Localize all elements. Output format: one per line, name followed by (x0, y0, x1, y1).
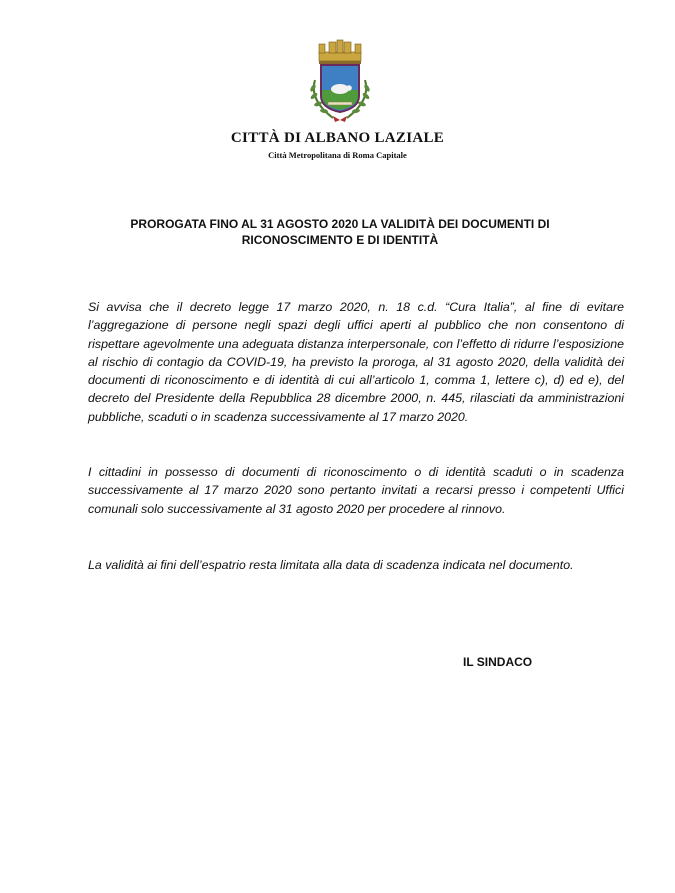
document-title: PROROGATA FINO AL 31 AGOSTO 2020 LA VALIDITÀ DEI DOCUMENTI DI RICONOSCIMENTO E DI IDENTITÀ (130, 217, 550, 247)
city-subtitle: Città Metropolitana di Roma Capitale (268, 150, 407, 160)
paragraph-decree-notice: Si avvisa che il decreto legge 17 marzo 2020, n. 18 c.d. “Cura Italia”, al fine di evitare l’aggregazione di persone negli spazi degli uffici aperti al pubblico che non consentono di rispettare agevolmente una adeguata distanza interpersonale, con l’effetto di ridurre l’esposizione al rischio di contagio da COVID-19, ha previsto la proroga, al 31 agosto 2020, della validità dei documenti di riconoscimento e di identità di cui all’articolo 1, comma 1, lettere c), d) ed e), del decreto del Presidente della Repubblica 28 dicembre 2000, n. 445, rilasciati da amministrazioni pubbliche, scaduti o in scadenza successivamente al 17 marzo 2020. (88, 300, 624, 424)
city-name-heading: CITTÀ DI ALBANO LAZIALE (230, 130, 445, 146)
coat-of-arms-icon (297, 38, 383, 124)
paragraph-expatriation-validity: La validità ai fini dell’espatrio resta limitata alla data di scadenza indicata nel documento. (88, 558, 574, 572)
paragraph-citizens-instructions: I cittadini in possesso di documenti di riconoscimento o di identità scaduti o in scadenza successivamente al 17 marzo 2020 sono pertanto invitati a recarsi presso i competenti Uffici comunali solo successivamente al 31 agosto 2020 per procedere al rinnovo. (88, 465, 624, 516)
signature-mayor: IL SINDACO (463, 655, 533, 669)
